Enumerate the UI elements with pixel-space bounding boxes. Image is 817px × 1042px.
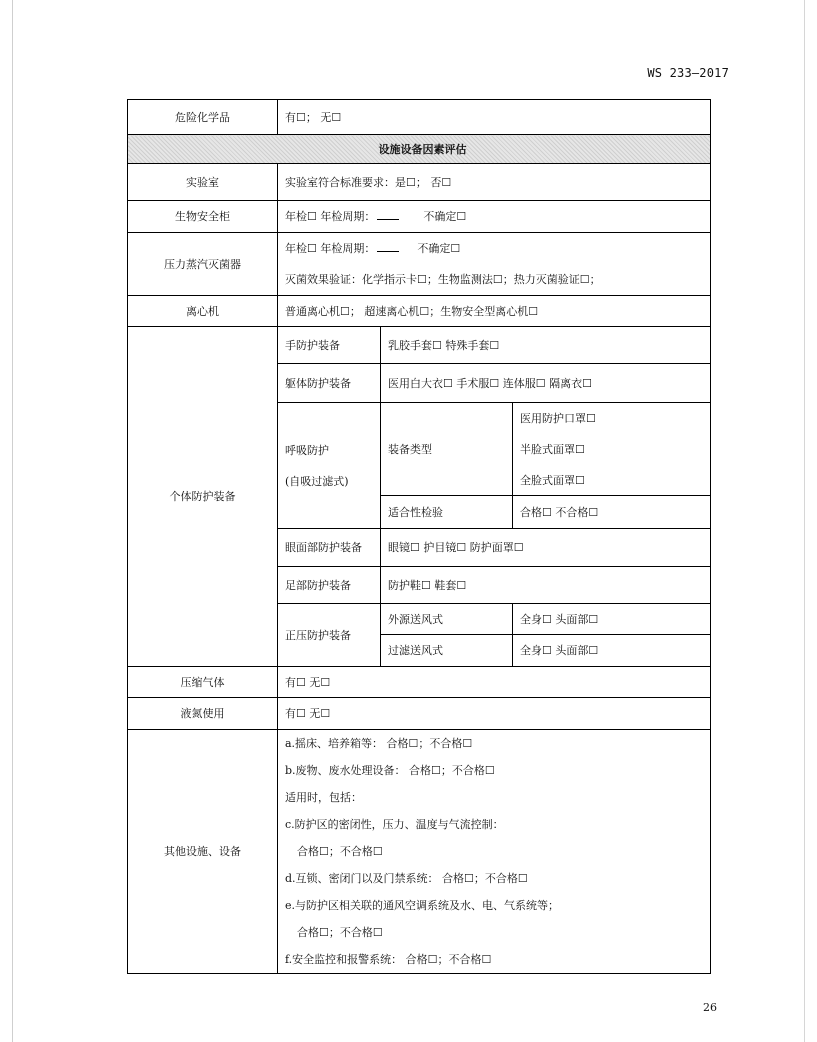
papr-filt-value: 全身☐ 头面部☐ xyxy=(513,635,711,667)
ppe-foot-label: 足部防护装备 xyxy=(278,567,381,604)
papr-ext-value: 全身☐ 头面部☐ xyxy=(513,604,711,635)
lab-label: 实验室 xyxy=(128,164,278,201)
bsc-label: 生物安全柜 xyxy=(128,201,278,233)
row-liquid-nitrogen xyxy=(128,698,711,730)
ppe-eye-label: 眼面部防护装备 xyxy=(278,529,381,567)
centrifuge-label: 离心机 xyxy=(128,296,278,327)
other-label: 其他设施、设备 xyxy=(128,730,278,974)
row-autoclave xyxy=(128,233,711,296)
resp-type-3: 全脸式面罩☐ xyxy=(520,473,585,487)
ppe-body-value: 医用白大衣☐ 手术服☐ 连体服☐ 隔离衣☐ xyxy=(381,364,711,403)
ln2-value: 有☐ 无☐ xyxy=(278,698,711,730)
resp-type-1: 医用防护口罩☐ xyxy=(520,411,596,425)
papr-ext-label: 外源送风式 xyxy=(381,604,513,635)
ppe-body-label: 躯体防护装备 xyxy=(278,364,381,403)
resp-type-list xyxy=(513,403,711,496)
ppe-label: 个体防护装备 xyxy=(128,327,278,667)
autoclave-value xyxy=(278,233,711,296)
resp-fit-label: 适合性检验 xyxy=(381,496,513,529)
row-ppe-hand xyxy=(128,327,711,364)
ppe-hand-value: 乳胶手套☐ 特殊手套☐ xyxy=(381,327,711,364)
resp-type-2: 半脸式面罩☐ xyxy=(520,442,585,456)
assessment-table xyxy=(127,99,711,974)
papr-filt-label: 过滤送风式 xyxy=(381,635,513,667)
hazchem-value: 有☐； 无☐ xyxy=(278,100,711,135)
gas-value: 有☐ 无☐ xyxy=(278,667,711,698)
bsc-annual-check: 年检☐ 年检周期： xyxy=(285,210,376,223)
ppe-resp-label xyxy=(278,403,381,529)
other-line-f: f.安全监控和报警系统： 合格☐；不合格☐ xyxy=(285,953,492,966)
autoclave-period-blank xyxy=(377,241,399,252)
autoclave-validation: 灭菌效果验证：化学指示卡☐；生物监测法☐；热力灭菌验证☐； xyxy=(285,273,601,286)
other-line-e-result: 合格☐；不合格☐ xyxy=(297,926,383,939)
autoclave-uncertain: 不确定☐ xyxy=(417,242,461,255)
standard-code: WS 233—2017 xyxy=(647,66,729,80)
hazchem-label: 危险化学品 xyxy=(128,100,278,135)
other-line-e: e.与防护区相关联的通风空调系统及水、电、气系统等； xyxy=(285,899,560,912)
resp-fit-value: 合格☐ 不合格☐ xyxy=(513,496,711,529)
page-right-edge xyxy=(804,0,805,1042)
bsc-period-blank xyxy=(377,209,399,220)
row-bsc xyxy=(128,201,711,233)
ln2-label: 液氮使用 xyxy=(128,698,278,730)
other-line-c-result: 合格☐；不合格☐ xyxy=(297,845,383,858)
row-compressed-gas xyxy=(128,667,711,698)
gas-label: 压缩气体 xyxy=(128,667,278,698)
other-line-a: a.摇床、培养箱等： 合格☐；不合格☐ xyxy=(285,737,473,750)
lab-value: 实验室符合标准要求：是☐； 否☐ xyxy=(278,164,711,201)
other-line-b: b.废物、废水处理设备： 合格☐；不合格☐ xyxy=(285,764,495,777)
resp-label-line2: (自吸过滤式) xyxy=(285,474,349,488)
page-number: 26 xyxy=(703,1001,717,1014)
other-line-applicable: 适用时，包括： xyxy=(285,791,362,804)
row-section-header xyxy=(128,135,711,164)
autoclave-annual-check: 年检☐ 年检周期： xyxy=(285,242,376,255)
row-centrifuge xyxy=(128,296,711,327)
other-line-d: d.互锁、密闭门以及门禁系统： 合格☐；不合格☐ xyxy=(285,872,528,885)
ppe-eye-value: 眼镜☐ 护目镜☐ 防护面罩☐ xyxy=(381,529,711,567)
ppe-papr-label: 正压防护装备 xyxy=(278,604,381,667)
row-hazardous-chemicals xyxy=(128,100,711,135)
other-line-c: c.防护区的密闭性，压力、温度与气流控制： xyxy=(285,818,504,831)
autoclave-label: 压力蒸汽灭菌器 xyxy=(128,233,278,296)
section-title: 设施设备因素评估 xyxy=(128,135,711,164)
row-lab xyxy=(128,164,711,201)
bsc-uncertain: 不确定☐ xyxy=(423,210,467,223)
ppe-hand-label: 手防护装备 xyxy=(278,327,381,364)
bsc-value xyxy=(278,201,711,233)
ppe-foot-value: 防护鞋☐ 鞋套☐ xyxy=(381,567,711,604)
resp-type-label: 装备类型 xyxy=(381,403,513,496)
other-value xyxy=(278,730,711,974)
row-other-equipment xyxy=(128,730,711,974)
page-left-edge xyxy=(12,0,13,1042)
centrifuge-value: 普通离心机☐； 超速离心机☐；生物安全型离心机☐ xyxy=(278,296,711,327)
resp-label-line1: 呼吸防护 xyxy=(285,443,329,457)
